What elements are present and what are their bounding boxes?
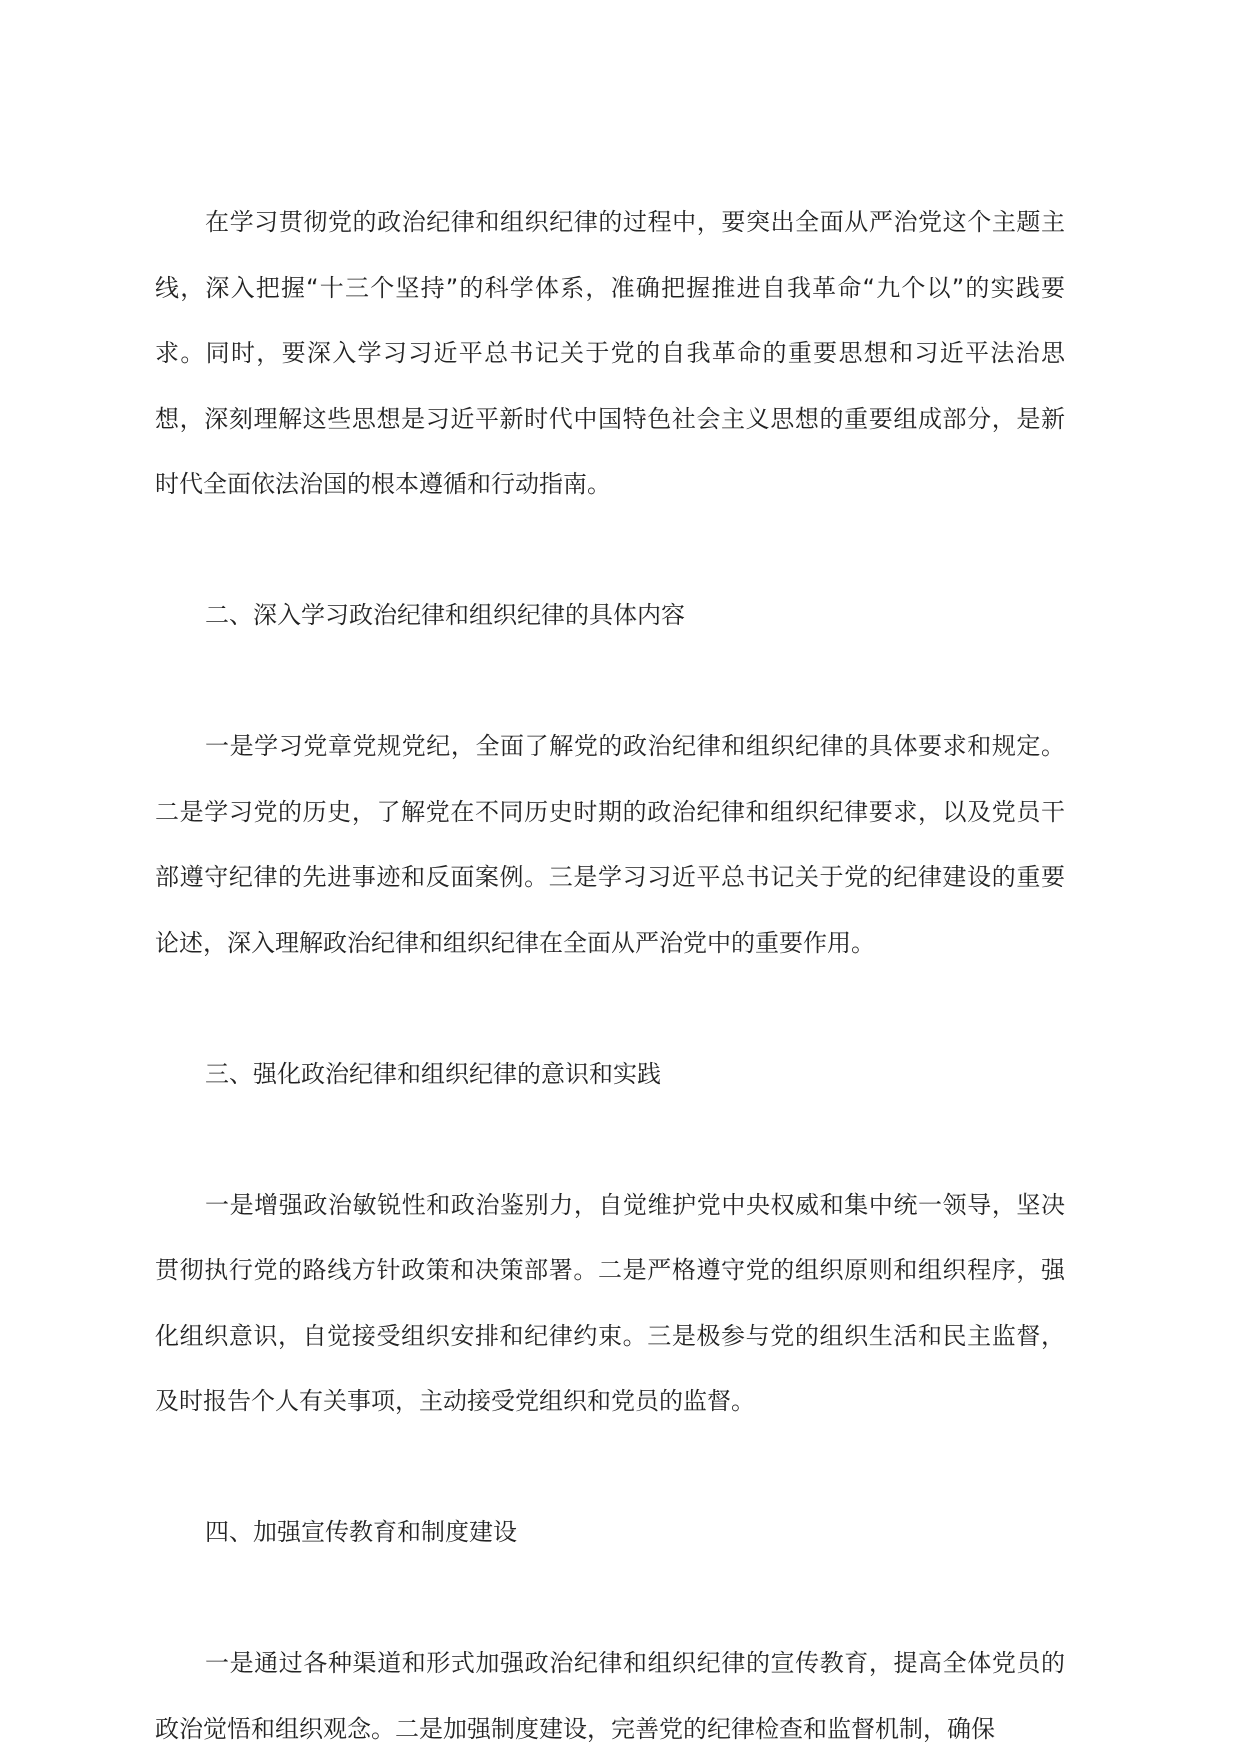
body-paragraph-4: 一是通过各种渠道和形式加强政治纪律和组织纪律的宣传教育，提高全体党员的政治觉悟和组织观念。二是加强制度建设，完善党的纪律检查和监督机制，确保 xyxy=(155,1649,1065,1743)
body-paragraph-1: 在学习贯彻党的政治纪律和组织纪律的过程中，要突出全面从严治党这个主题主线，深入把握“十三个坚持”的科学体系，准确把握推进自我革命“九个以”的实践要求。同时，要深入学习习近平总书记关于党的自我革命的重要思想和习近平法治思想，深刻理解这些思想是习近平新时代中国特色社会主义思想的重要组成部分，是新时代全面依法治国的根本遵循和行动指南。 xyxy=(155,208,1065,498)
body-paragraph-2: 一是学习党章党规党纪，全面了解党的政治纪律和组织纪律的具体要求和规定。二是学习党的历史，了解党在不同历史时期的政治纪律和组织纪律要求，以及党员干部遵守纪律的先进事迹和反面案例。三是学习习近平总书记关于党的纪律建设的重要论述，深入理解政治纪律和组织纪律在全面从严治党中的重要作用。 xyxy=(155,732,1065,957)
document-body xyxy=(155,190,1065,1762)
section-heading-3: 三、强化政治纪律和组织纪律的意识和实践 xyxy=(205,1059,661,1088)
body-paragraph-3: 一是增强政治敏锐性和政治鉴别力，自觉维护党中央权威和集中统一领导，坚决贯彻执行党的路线方针政策和决策部署。二是严格遵守党的组织原则和组织程序，强化组织意识，自觉接受组织安排和纪律约束。三是极参与党的组织生活和民主监督，及时报告个人有关事项，主动接受党组织和党员的监督。 xyxy=(155,1190,1065,1415)
section-heading-4: 四、加强宣传教育和制度建设 xyxy=(205,1518,517,1546)
section-heading-2: 二、深入学习政治纪律和组织纪律的具体内容 xyxy=(205,601,685,629)
